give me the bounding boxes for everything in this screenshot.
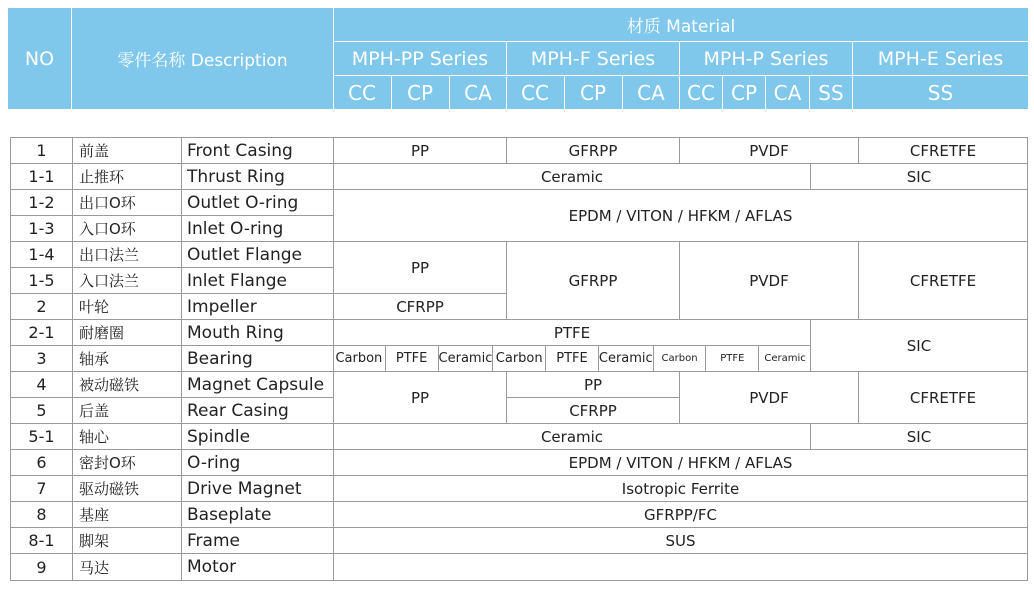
- series-mph-p: MPH-P Series: [703, 47, 829, 70]
- row-en-name: Bearing: [181, 345, 334, 372]
- o-ring-materials: EPDM / VITON / HFKM / AFLAS: [333, 189, 1028, 242]
- table-header: [8, 8, 1028, 109]
- row-en-name: Front Casing: [181, 137, 334, 164]
- flange-impeller-e: CFRETFE: [858, 241, 1028, 320]
- spindle-sic: SIC: [810, 423, 1028, 450]
- header-no: NO: [24, 47, 55, 70]
- row-en-name: Magnet Capsule: [181, 371, 334, 398]
- front-casing-pp: PP: [333, 137, 507, 164]
- grade-pp-cc: CC: [348, 80, 376, 105]
- grade-f-cp: CP: [579, 80, 607, 105]
- row-no: 2-1: [10, 319, 73, 346]
- row-no: 1-3: [10, 215, 73, 242]
- row-cn-name: 轴承: [72, 345, 182, 372]
- row-no: 4: [10, 371, 73, 398]
- series-mph-e: MPH-E Series: [877, 47, 1004, 70]
- row-en-name: Impeller: [181, 293, 334, 320]
- bearing-pp-cc: Carbon: [333, 345, 385, 372]
- magnet-rear-e: CFRETFE: [858, 371, 1028, 424]
- row-no: 1-4: [10, 241, 73, 268]
- row-no: 1-5: [10, 267, 73, 294]
- front-casing-e: CFRETFE: [858, 137, 1028, 164]
- grade-f-cc: CC: [521, 80, 549, 105]
- row-en-name: Outlet O-ring: [181, 189, 334, 216]
- row-en-name: O-ring: [181, 449, 334, 476]
- flange-impeller-f: GFRPP: [506, 241, 680, 320]
- row-en-name: Drive Magnet: [181, 475, 334, 502]
- front-casing-f: GFRPP: [506, 137, 680, 164]
- baseplate: GFRPP/FC: [333, 501, 1028, 528]
- spindle-ceramic: Ceramic: [333, 423, 811, 450]
- grade-p-ss: SS: [818, 80, 844, 105]
- magnet-capsule-f: PP: [506, 371, 680, 398]
- row-en-name: Mouth Ring: [181, 319, 334, 346]
- row-cn-name: 入口O环: [72, 215, 182, 242]
- mouth-ring-bearing-sic: SIC: [810, 319, 1028, 372]
- row-cn-name: 脚架: [72, 527, 182, 554]
- impeller-pp: CFRPP: [333, 293, 507, 320]
- thrust-ring-ceramic: Ceramic: [333, 163, 811, 190]
- magnet-rear-p: PVDF: [679, 371, 859, 424]
- bearing-f-cp: PTFE: [545, 345, 598, 372]
- row-cn-name: 出口法兰: [72, 241, 182, 268]
- row-en-name: Outlet Flange: [181, 241, 334, 268]
- header-description: 零件名称 Description: [117, 51, 288, 71]
- bearing-p-ca: Ceramic: [758, 345, 811, 372]
- rear-casing-f: CFRPP: [506, 397, 680, 424]
- bearing-pp-cp: PTFE: [385, 345, 438, 372]
- row-no: 2: [10, 293, 73, 320]
- row-cn-name: 轴心: [72, 423, 182, 450]
- row-no: 1-1: [10, 163, 73, 190]
- bearing-group: [333, 345, 811, 372]
- row-cn-name: 出口O环: [72, 189, 182, 216]
- row-en-name: Inlet Flange: [181, 267, 334, 294]
- row-no: 9: [10, 553, 73, 581]
- row-no: 7: [10, 475, 73, 502]
- magnet-rear-pp: PP: [333, 371, 507, 424]
- frame: SUS: [333, 527, 1028, 554]
- header-material: 材质 Material: [626, 17, 736, 37]
- row-en-name: Spindle: [181, 423, 334, 450]
- row-en-name: Frame: [181, 527, 334, 554]
- flange-pp: PP: [333, 241, 507, 294]
- row-cn-name: 驱动磁铁: [72, 475, 182, 502]
- grade-f-ca: CA: [637, 80, 665, 105]
- row-no: 5-1: [10, 423, 73, 450]
- row-cn-name: 耐磨圈: [72, 319, 182, 346]
- bearing-p-cp: PTFE: [705, 345, 758, 372]
- row-cn-name: 密封O环: [72, 449, 182, 476]
- grade-e-ss: SS: [927, 80, 954, 105]
- row-en-name: Baseplate: [181, 501, 334, 528]
- row-en-name: Rear Casing: [181, 397, 334, 424]
- grade-pp-ca: CA: [464, 80, 492, 105]
- grade-p-ca: CA: [773, 80, 802, 105]
- bearing-f-cc: Carbon: [492, 345, 545, 372]
- mouth-ring-ptfe: PTFE: [333, 319, 811, 346]
- flange-impeller-p: PVDF: [679, 241, 859, 320]
- row-no: 8-1: [10, 527, 73, 554]
- materials-table: [10, 137, 1028, 587]
- row-en-name: Motor: [181, 553, 334, 581]
- grade-pp-cp: CP: [406, 80, 434, 105]
- row-cn-name: 止推环: [72, 163, 182, 190]
- row-cn-name: 马达: [72, 553, 182, 581]
- row-cn-name: 基座: [72, 501, 182, 528]
- row-cn-name: 被动磁铁: [72, 371, 182, 398]
- row-no: 8: [10, 501, 73, 528]
- grade-p-cp: CP: [730, 80, 758, 105]
- row-no: 1-2: [10, 189, 73, 216]
- series-mph-f: MPH-F Series: [530, 47, 656, 70]
- row-no: 5: [10, 397, 73, 424]
- bearing-pp-ca: Ceramic: [438, 345, 493, 372]
- row-no: 1: [10, 137, 73, 164]
- bearing-f-ca: Ceramic: [598, 345, 653, 372]
- row-cn-name: 叶轮: [72, 293, 182, 320]
- row-no: 3: [10, 345, 73, 372]
- motor: [333, 553, 1028, 581]
- row-cn-name: 入口法兰: [72, 267, 182, 294]
- row-cn-name: 后盖: [72, 397, 182, 424]
- series-mph-pp: MPH-PP Series: [351, 47, 489, 70]
- grade-p-cc: CC: [687, 80, 715, 105]
- row-cn-name: 前盖: [72, 137, 182, 164]
- row-en-name: Inlet O-ring: [181, 215, 334, 242]
- row-en-name: Thrust Ring: [181, 163, 334, 190]
- thrust-ring-sic: SIC: [810, 163, 1028, 190]
- front-casing-p: PVDF: [679, 137, 859, 164]
- drive-magnet: Isotropic Ferrite: [333, 475, 1028, 502]
- row-no: 6: [10, 449, 73, 476]
- bearing-p-cc: Carbon: [653, 345, 706, 372]
- seal-o-ring: EPDM / VITON / HFKM / AFLAS: [333, 449, 1028, 476]
